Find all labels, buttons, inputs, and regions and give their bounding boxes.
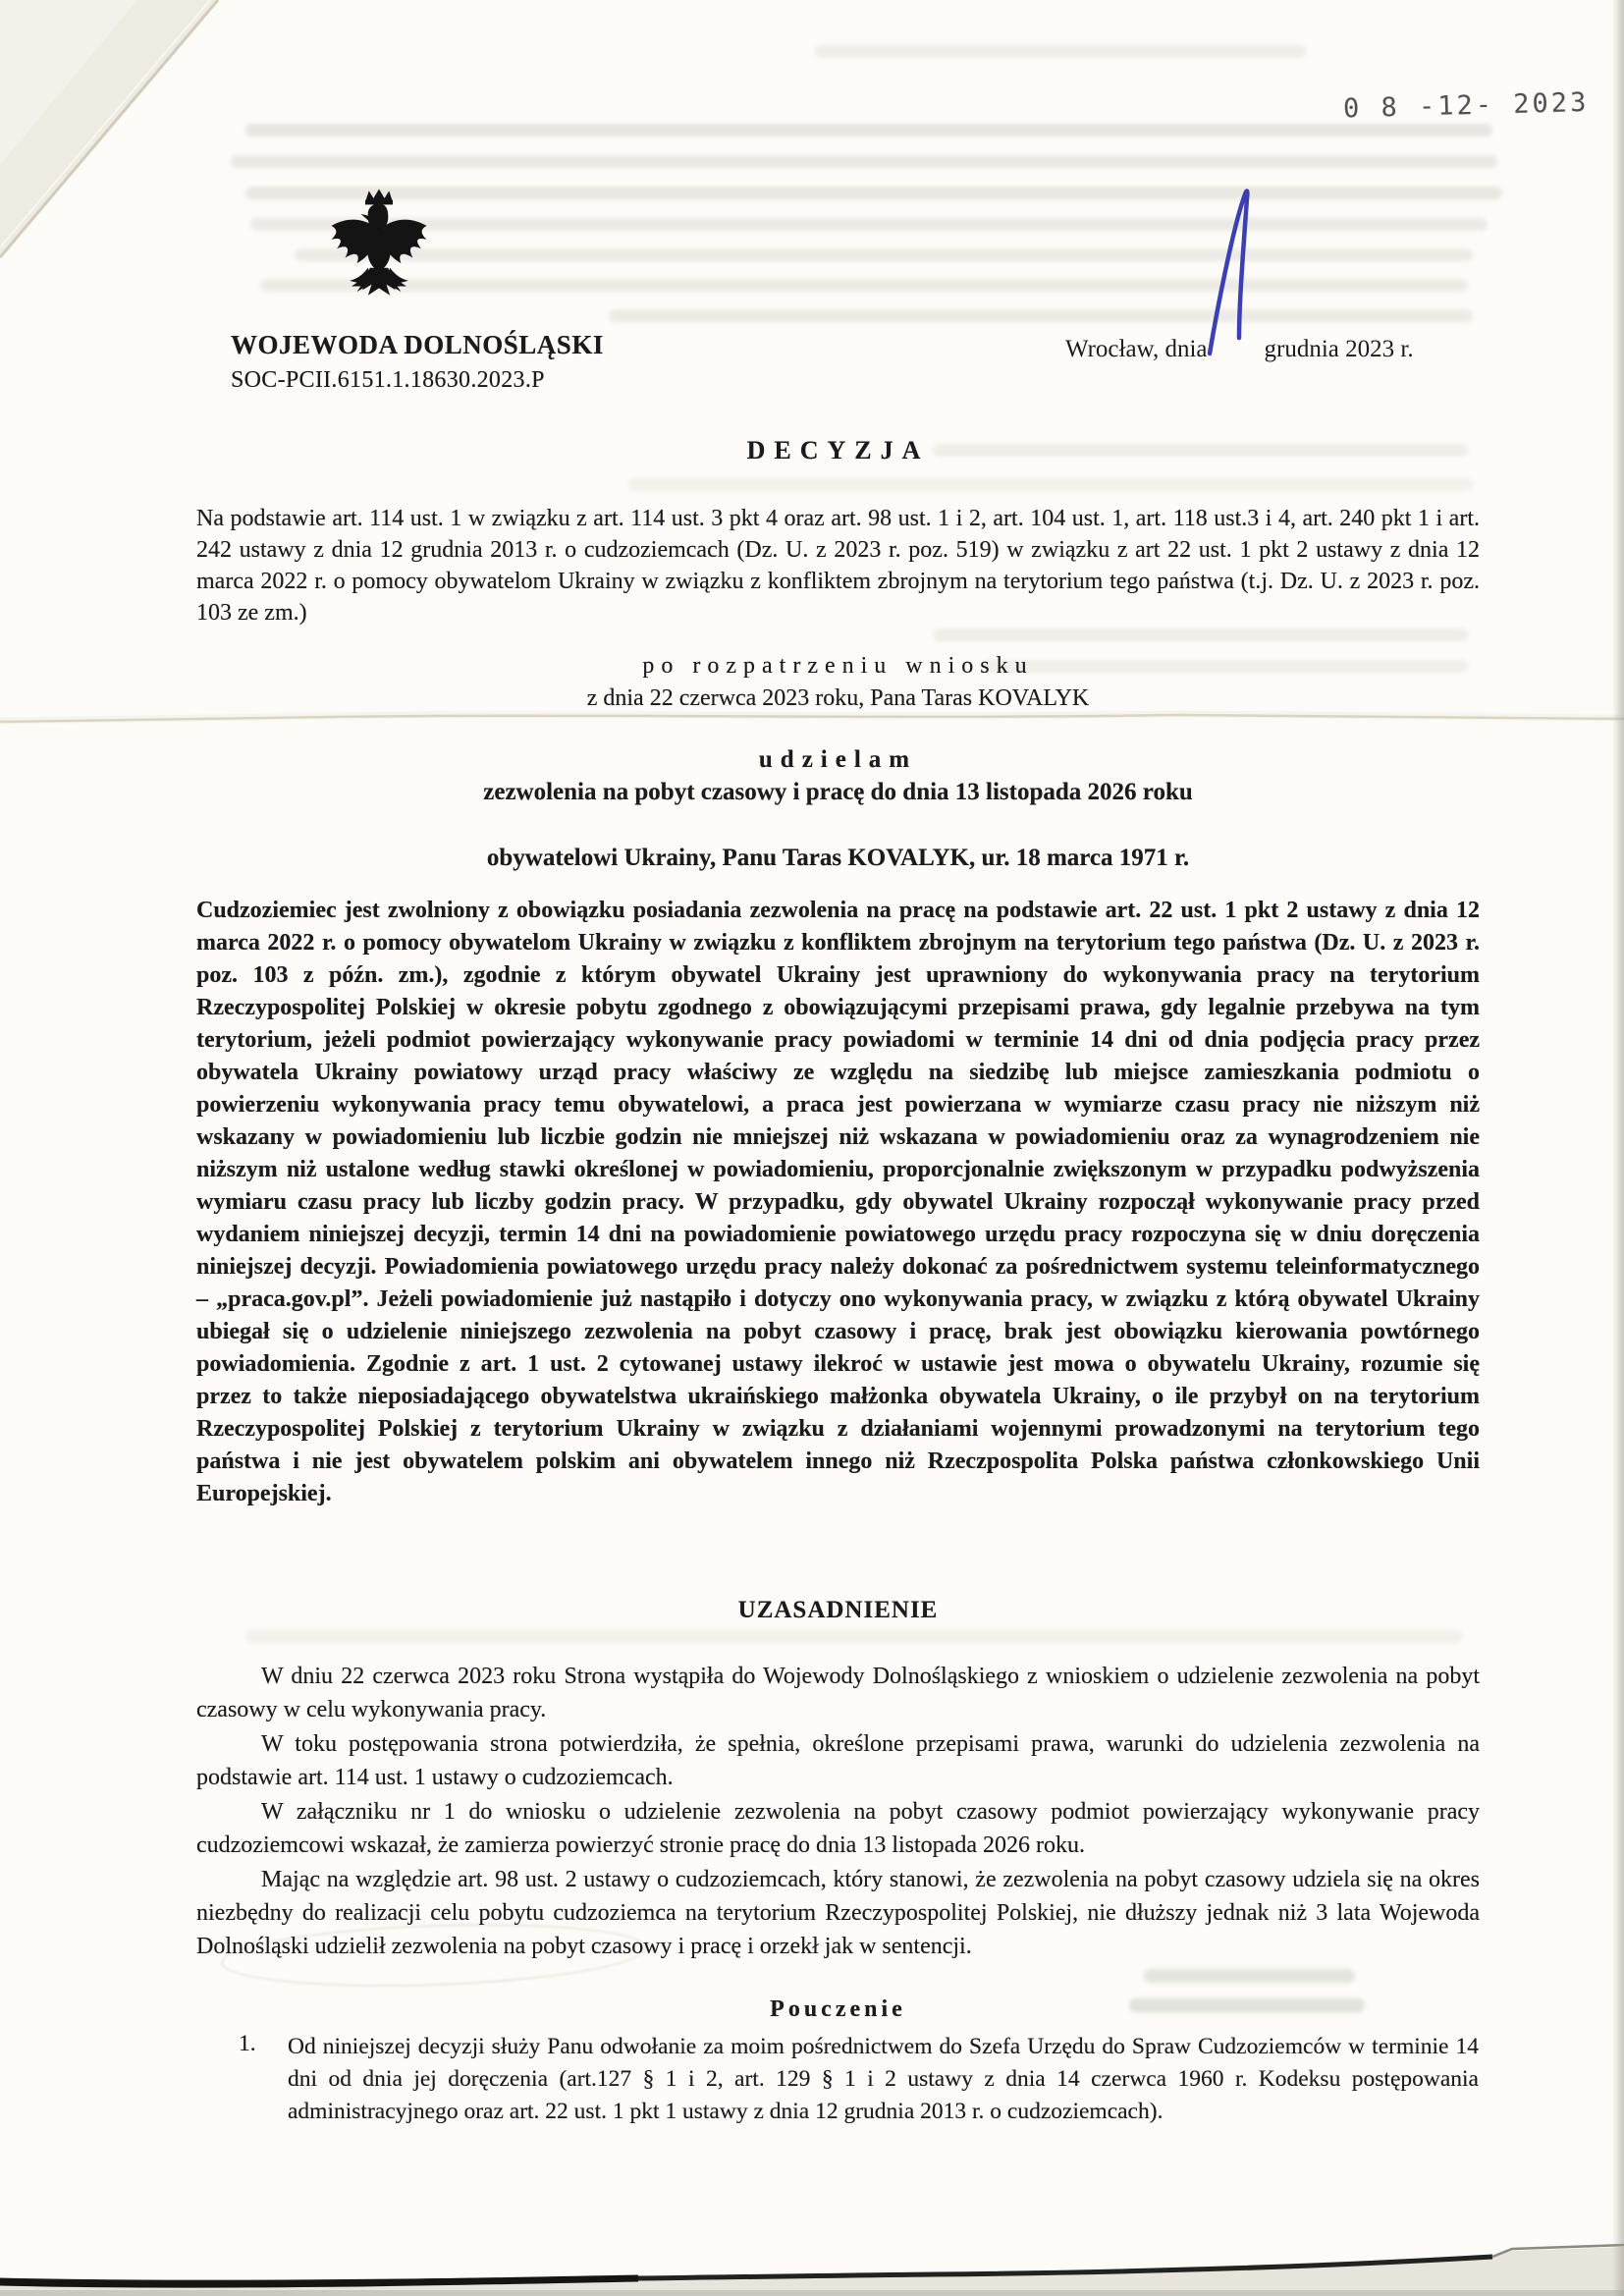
decision-title: DECYZJA — [746, 436, 930, 465]
bleed-through-artifact — [295, 248, 1473, 261]
bleed-through-artifact — [245, 1630, 1463, 1643]
exemption-paragraph: Cudzoziemiec jest zwolniony z obowiązku posiadania zezwolenia na pracę na podstawie art. 22 ust. 1 pkt 2 ustawy z dnia 12 marca 2022 r. o pomocy obywatelom Ukrainy w związku z konfliktem zbrojnym na terytorium tego państwa (Dz. U. z 2023 r. poz. 103 z późn. zm.), zgodnie z którym obywatel Ukrainy jest uprawniony do wykonywania pracy na terytorium Rzeczypospolitej Polskiej w okresie pobytu zgodnego z obowiązującymi przepisami prawa, gdy legalnie przebywa na tym terytorium, jeżeli podmiot powierzający wykonywanie pracy powiadomi w terminie 14 dni od dnia podjęcia pracy przez obywatela Ukrainy powiatowy urząd pracy właściwy ze względu na siedzibę lub miejsce zamieszkania podmiotu o powierzeniu wykonywania pracy temu obywatelowi, a praca jest powierzana w wymiarze czasu pracy nie niższym niż wskazany w powiadomieniu lub liczbie godzin nie mniejszej niż wskazana w powiadomieniu oraz za wynagrodzeniem nie niższym niż ustalone według stawki określonej w powiadomieniu, proporcjonalnie zwiększonym w przypadku podwyższenia wymiaru czasu pracy lub liczby godzin pracy. W przypadku, gdy obywatel Ukrainy rozpoczął wykonywanie pracy przed wydaniem niniejszej decyzji, termin 14 dni na powiadomienie powiatowego urzędu pracy rozpoczyna się w dniu doręczenia niniejszej decyzji. Powiadomienia powiatowego urzędu pracy należy dokonać za pośrednictwem systemu teleinformatycznego – „praca.gov.pl”. Jeżeli powiadomienie już nastąpiło i dotyczy ono wykonywania pracy, w związku z którą obywatel Ukrainy ubiegał się o udzielenie niniejszego zezwolenia na pobyt czasowy i pracę, brak jest obowiązku kierowania powtórnego powiadomienia. Zgodnie z art. 1 ust. 2 cytowanej ustawy ilekroć w ustawie jest mowa o obywatelu Ukrainy, rozumie się przez to także nieposiadającego obywatelstwa ukraińskiego małżonka obywatela Ukrainy, o ile przybył on na terytorium Rzeczypospolitej Polskiej z terytorium Ukrainy w związku z działaniami wojennymi prowadzonymi na terytorium tego państwa i nie jest obywatelem polskim ani obywatelem innego niż Rzeczpospolita Polska państwa członkowskiego Unii Europejskiej. — [196, 898, 1480, 1506]
justification-title: UZASADNIENIE — [737, 1597, 939, 1623]
authority-name: WOJEWODA DOLNOŚLĄSKI — [231, 330, 604, 359]
stamp-bleed-artifact — [1144, 1969, 1355, 1983]
instruction-item-text: Od niniejszej decyzji służy Panu odwołanie za moim pośrednictwem do Szefa Urzędu do Spraw Cudzoziemców w terminie 14 dni od dnia jej doręczenia (art.127 § 1 i 2, art. 129 § 1 i 2 ustawy z dnia 14 czerwca 1960 r. Kodeksu postępowania administracyjnego oraz art. 22 ust. 1 pkt 1 ustawy z dnia 12 grudnia 2013 r. o cudzoziemcach). — [288, 2034, 1479, 2124]
bleed-through-artifact — [245, 124, 1492, 137]
folded-corner-artifact — [0, 0, 236, 275]
bleed-through-artifact — [628, 478, 1473, 491]
justification-paragraph: W załączniku nr 1 do wniosku o udzielenie zezwolenia na pobyt czasowy podmiot powierzający wykonywanie pracy cudzoziemcowi wskazał, że zamierza powierzyć stronie pracę do dnia 13 listopada 2026 roku. — [196, 1799, 1480, 1858]
bleed-through-artifact — [250, 218, 1488, 231]
after-consideration-line: po rozpatrzeniu wniosku — [642, 653, 1034, 679]
bleed-through-artifact — [245, 187, 1502, 199]
legal-basis-paragraph: Na podstawie art. 114 ust. 1 w związku z art. 114 ust. 3 pkt 4 oraz art. 98 ust. 1 i 2, art. 104 ust. 1, art. 118 ust.3 i 4, art. 240 pkt 1 i art. 242 ustawy z dnia 12 grudnia 2013 r. o cudzoziemcach (Dz. U. z 2023 r. poz. 519) w związku z art 22 ust. 1 pkt 2 ustawy z dnia 12 marca 2022 r. o pomocy obywatelom Ukrainy w związku z konfliktem zbrojnym na terytorium tego państwa (t.j. Dz. U. z 2023 r. poz. 103 ze zm.) — [196, 506, 1480, 626]
bleed-through-artifact — [231, 155, 1497, 168]
bleed-through-artifact — [933, 629, 1468, 641]
blue-pen-mark — [1190, 165, 1278, 381]
place-date-suffix: grudnia 2023 r. — [1264, 336, 1414, 362]
coat-of-arms-eagle-icon — [324, 181, 434, 322]
instruction-title: Pouczenie — [770, 1996, 906, 2022]
grant-scope-line: zezwolenia na pobyt czasowy i pracę do dnia 13 listopada 2026 roku — [483, 779, 1193, 805]
justification-paragraph: W dniu 22 czerwca 2023 roku Strona wystąpiła do Wojewody Dolnośląskiego z wnioskiem o udzielenie zezwolenia na pobyt czasowy w celu wykonywania pracy. — [196, 1664, 1480, 1722]
case-number: SOC-PCII.6151.1.18630.2023.P — [231, 367, 545, 393]
place-date-prefix: Wrocław, dnia — [1065, 336, 1208, 362]
application-line: z dnia 22 czerwca 2023 roku, Pana Taras KOVALYK — [586, 685, 1090, 711]
scan-edge-shadow — [1612, 0, 1624, 2296]
instruction-item-number: 1. — [239, 2031, 256, 2056]
bleed-through-artifact — [609, 309, 1473, 322]
paper-bottom-edge — [0, 2227, 1624, 2296]
grant-word: udzielam — [758, 746, 918, 773]
bleed-through-artifact — [815, 45, 1306, 58]
grantee-line: obywatelowi Ukrainy, Panu Taras KOVALYK, ur. 18 marca 1971 r. — [486, 845, 1190, 871]
bleed-through-artifact — [260, 279, 1468, 292]
justification-section — [196, 1660, 1480, 1964]
justification-paragraph: W toku postępowania strona potwierdziła, że spełnia, określone przepisami prawa, warunki do udzielenia zezwolenia na podstawie art. 114 ust. 1 ustawy o cudzoziemcach. — [196, 1731, 1480, 1790]
justification-paragraph: Mając na względzie art. 98 ust. 2 ustawy o cudzoziemcach, który stanowi, że zezwolenia na pobyt czasowy udziela się na okres niezbędny do realizacji celu pobytu cudzoziemca na terytorium Rzeczypospolitej Polskiej, nie dłuższy jednak niż 3 lata Wojewoda Dolnośląski udzielił zezwolenia na pobyt czasowy i pracę i orzekł jak w sentencji. — [196, 1867, 1480, 1959]
received-date-stamp: 0 8 -12- 2023 — [1342, 86, 1590, 125]
paper-crease-artifact — [0, 703, 1624, 737]
